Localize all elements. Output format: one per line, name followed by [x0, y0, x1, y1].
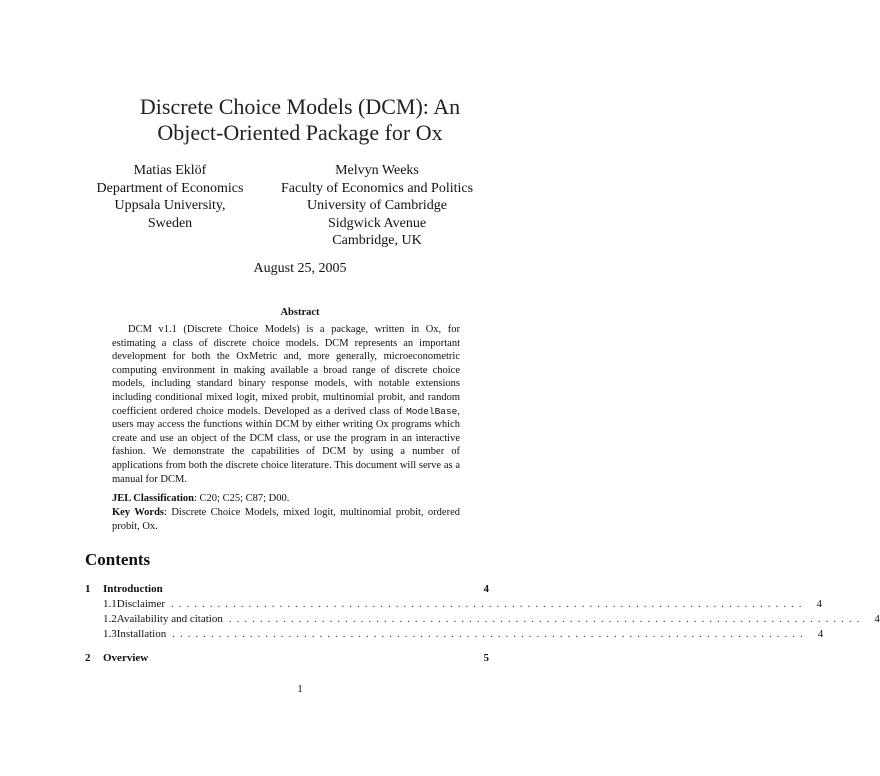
author-name: Melvyn Weeks: [335, 163, 419, 178]
toc-entry-disclaimer[interactable]: [85, 598, 823, 610]
toc-entry-introduction[interactable]: [85, 583, 489, 595]
toc-number: 1.2: [103, 613, 117, 625]
toc-title: Introduction: [103, 583, 163, 595]
jel-label: JEL Classification: [112, 493, 194, 504]
jel-classification: [112, 492, 460, 506]
paper-title: [0, 94, 600, 146]
toc-title: Installation: [116, 628, 167, 640]
title-line-1: Discrete Choice Models (DCM): An: [139, 94, 461, 119]
toc-leader-dots: ..................................................................................: [171, 598, 807, 610]
toc-title: Overview: [103, 652, 149, 664]
toc-title: Disclaimer: [116, 598, 166, 610]
author-affiliation-line: Sidgwick Avenue: [327, 215, 427, 231]
author-affiliation-line: Uppsala University,: [114, 198, 226, 213]
author-affiliation-line: Faculty of Economics and Politics: [280, 180, 474, 196]
jel-value: : C20; C25; C87; D00.: [193, 493, 290, 504]
abstract-text: [112, 323, 460, 486]
toc-leader-dots: ..................................................................................: [228, 613, 865, 625]
toc-page: 4: [483, 583, 489, 595]
keywords-value: : Discrete Choice Models, mixed logit, multinomial probit, ordered probit, Ox.: [112, 507, 460, 532]
author-affiliation-line: Department of Economics: [96, 180, 244, 196]
publication-date: August 25, 2005: [253, 261, 347, 276]
toc-page: 5: [483, 652, 489, 664]
toc-entry-installation[interactable]: [85, 628, 824, 640]
toc-entry-overview[interactable]: [85, 652, 489, 664]
author-affiliation-line: Sweden: [147, 215, 193, 231]
title-line-2: Object-Oriented Package for Ox: [157, 120, 443, 145]
author-block-1: [80, 162, 260, 232]
toc-title: Availability and citation: [116, 613, 223, 625]
toc-page: 4: [817, 628, 824, 640]
toc-leader-dots: ..................................................................................: [172, 628, 808, 640]
abstract-heading: Abstract: [280, 307, 320, 318]
page-number: 1: [297, 683, 303, 695]
abstract-text-part: , users may access the functions within DCM by either writing Ox programs which create and use an object of the DCM class, or use the program in an interactive fashion. We demonstrate the capabilities of DCM by using a number of applications from both the discrete choice literature. This document will serve as a manual for DCM.: [112, 405, 460, 485]
toc-number: 1.1: [103, 598, 117, 610]
toc-number: 1: [85, 583, 91, 595]
toc-page: 4: [816, 598, 823, 610]
contents-heading: Contents: [85, 550, 151, 569]
toc-number: 1.3: [103, 628, 117, 640]
toc-number: 2: [85, 652, 91, 664]
author-affiliation-line: University of Cambridge: [307, 198, 447, 213]
code-identifier: ModelBase: [406, 405, 458, 417]
abstract-text-part: DCM v1.1 (Discrete Choice Models) is a package, written in Ox, for estimating a class of discrete choice models. DCM represents an important development for both the OxMetric and, more generally, microeconometric computing environment in making available a broad range of discrete choice models, including standard binary response models, with notable extensions including conditional mixed logit, mixed probit, multinomial probit, and random coefficient ordered choice models. Developed as a derived class of: [112, 324, 460, 417]
author-block-2: [268, 162, 486, 250]
author-name: Matias Eklöf: [133, 163, 207, 178]
key-words: [112, 506, 460, 533]
toc-page: 4: [874, 613, 880, 625]
toc-entry-availability[interactable]: [85, 613, 880, 625]
keywords-label: Key Words: [112, 507, 165, 518]
author-affiliation-line: Cambridge, UK: [332, 233, 422, 248]
